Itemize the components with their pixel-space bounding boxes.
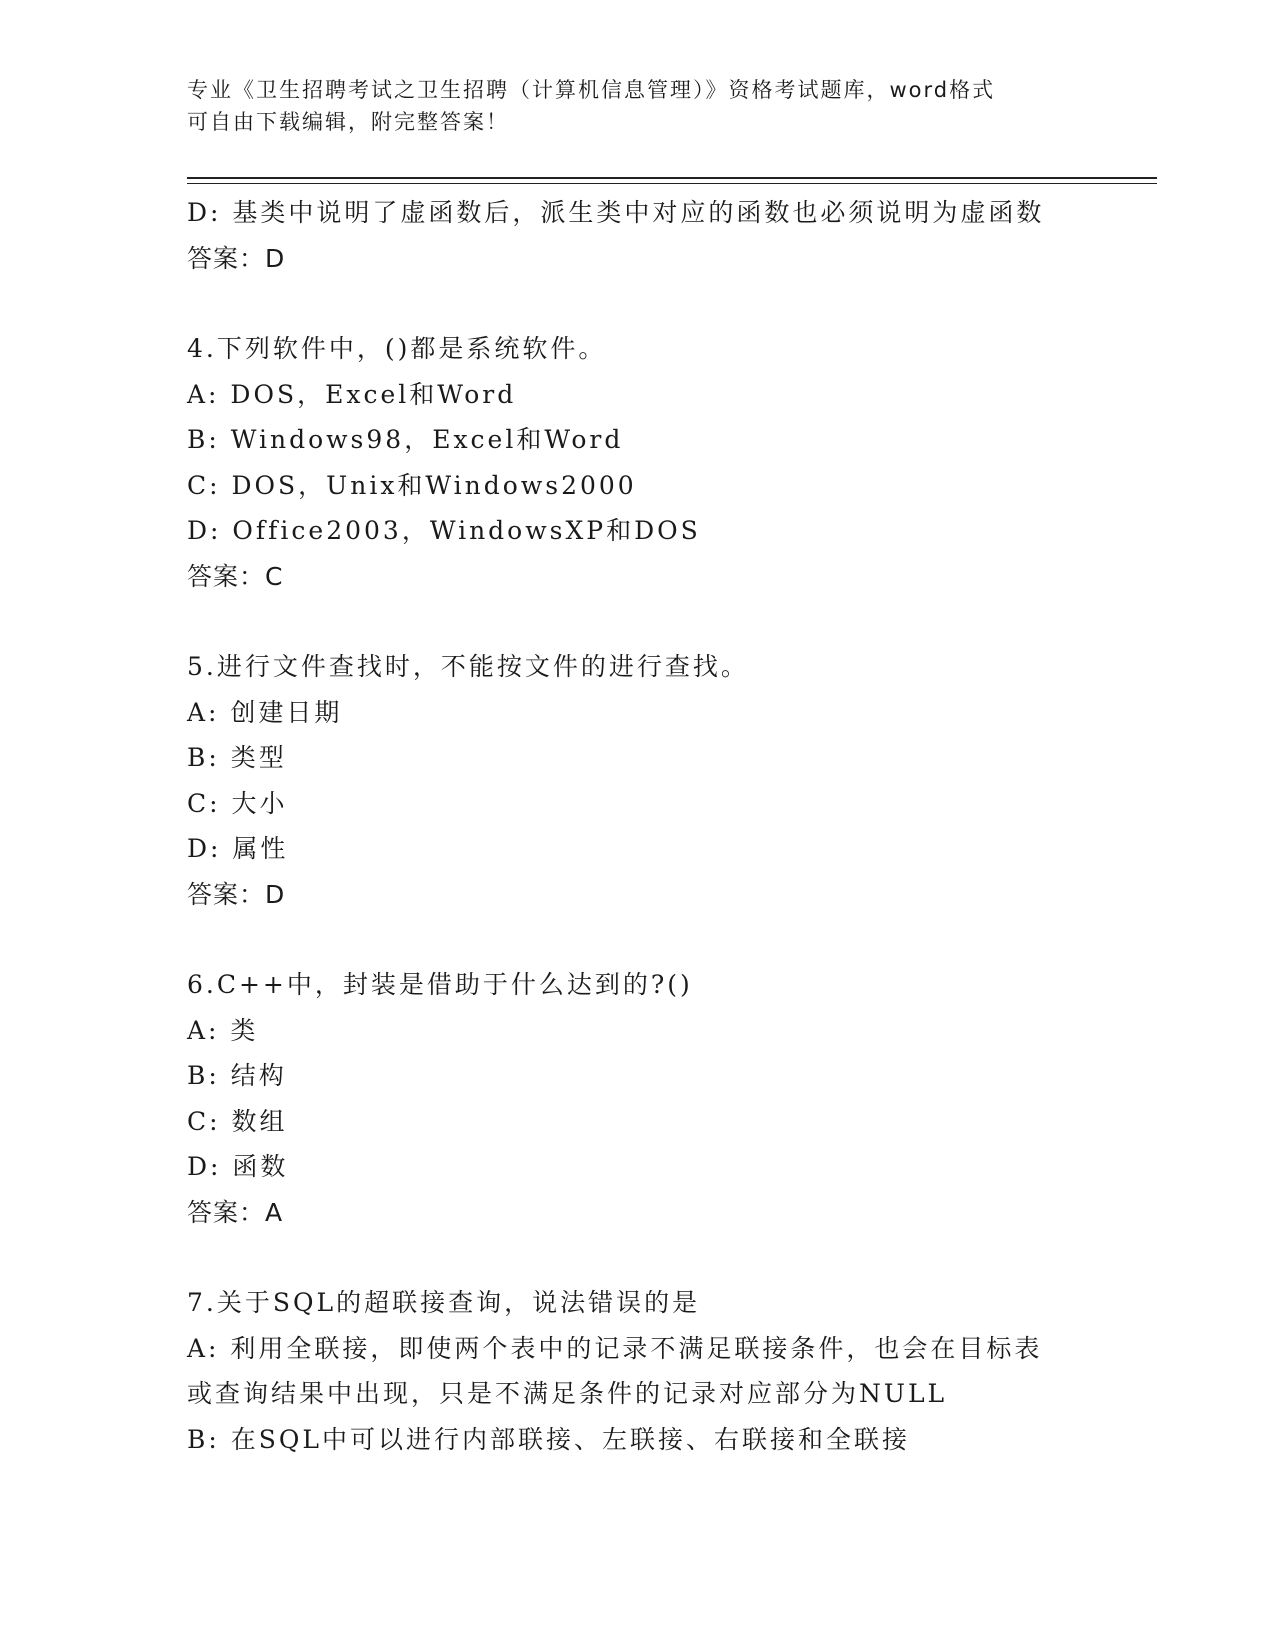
option-b: B: 在SQL中可以进行内部联接、左联接、右联接和全联接 [187,1424,910,1454]
question-stem: 7.关于SQL的超联接查询，说法错误的是 [187,1288,701,1317]
question-content [187,190,1087,1462]
header-title-line-1: 专业《卫生招聘考试之卫生招聘（计算机信息管理）》资格考试题库，word格式 [187,78,996,102]
header-divider-thick [187,177,1157,179]
spacer [187,281,1087,326]
question-stem: 4.下列软件中，()都是系统软件。 [187,334,607,363]
option-a: A: 类 [187,1015,259,1045]
option-c: C: DOS，Unix和Windows2000 [187,470,637,500]
header-title-line-2: 可自由下载编辑，附完整答案！ [187,110,509,134]
question-stem: 5.进行文件查找时，不能按文件的进行查找。 [187,652,749,681]
option-a: A: DOS，Excel和Word [187,379,517,409]
header-divider-thin [187,183,1157,184]
spacer [187,917,1087,962]
answer-line: 答案：D [187,879,286,909]
option-d: D: 函数 [187,1152,289,1181]
question-4 [187,326,1087,599]
question-7 [187,1280,1087,1462]
option-a: A: 创建日期 [187,697,343,727]
option-b: B: 类型 [187,743,287,772]
option-c: C: 大小 [187,788,288,818]
question-3-fragment [187,190,1087,281]
question-6 [187,962,1087,1235]
spacer [187,599,1087,644]
option-d: D: 属性 [187,834,289,863]
option-a-continued: 或查询结果中出现，只是不满足条件的记录对应部分为NULL [187,1379,948,1408]
page-header [187,74,1067,138]
option-b: B: Windows98，Excel和Word [187,425,624,454]
spacer [187,1235,1087,1280]
option-a: A: 利用全联接，即使两个表中的记录不满足联接条件，也会在目标表 [187,1333,1043,1363]
answer-line: 答案：D [187,243,286,273]
option-d: D: 基类中说明了虚函数后，派生类中对应的函数也必须说明为虚函数 [187,198,1045,227]
question-stem: 6.C++中，封装是借助于什么达到的?() [187,970,693,999]
option-d: D: Office2003，WindowsXP和DOS [187,516,701,545]
answer-line: 答案：C [187,561,284,591]
option-c: C: 数组 [187,1106,288,1136]
answer-line: 答案：A [187,1197,284,1227]
question-5 [187,644,1087,917]
option-b: B: 结构 [187,1061,287,1090]
